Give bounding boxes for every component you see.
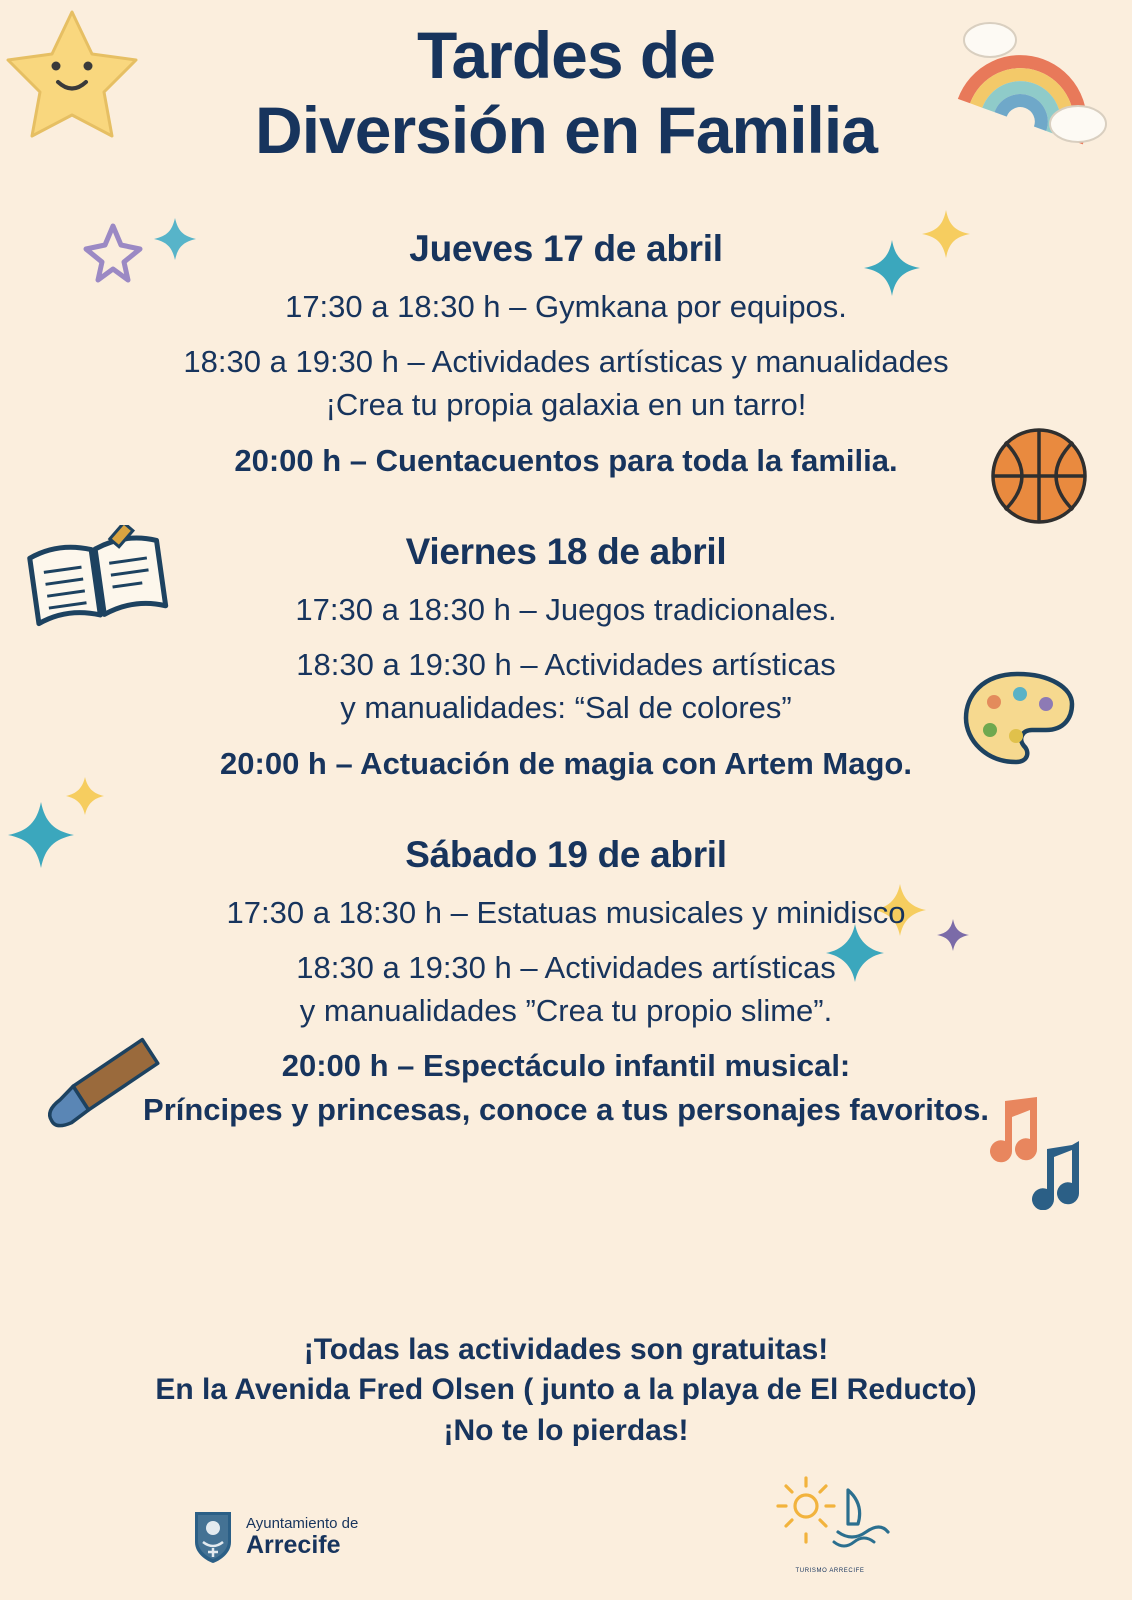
event-line: 17:30 a 18:30 h – Gymkana por equipos. [285,289,847,324]
event-line: 18:30 a 19:30 h – Actividades artísticas [296,949,836,985]
logo-row [0,1464,1132,1582]
logo-arrecife-line1: Ayuntamiento de [246,1515,359,1532]
footer-line-location: En la Avenida Fred Olsen ( junto a la playa de El Reducto) [155,1373,977,1407]
logo-arrecife [190,1508,358,1566]
footer-line-free: ¡Todas las actividades son gratuitas! [303,1332,829,1366]
event-line: y manualidades ”Crea tu propio slime”. [299,993,833,1029]
event-line: 20:00 h – Cuentacuentos para toda la familia. [234,442,898,478]
event-line: Príncipes y princesas, conoce a tus personajes favoritos. [143,1091,989,1127]
coat-of-arms-icon [190,1508,236,1566]
event-line: 18:30 a 19:30 h – Actividades artísticas [296,647,836,683]
schedule [0,228,1132,1144]
logo-turismo-caption: TURISMO ARRECIFE [795,1568,865,1574]
footer-note [0,1330,1132,1452]
title-line-2: Diversión en Familia [255,93,877,168]
day-heading: Jueves 17 de abril [409,228,723,269]
footer-line-dontmiss: ¡No te lo pierdas! [443,1414,689,1448]
event-line: 20:00 h – Espectáculo infantil musical: [281,1048,851,1084]
day-heading: Viernes 18 de abril [405,530,727,572]
day-heading: Sábado 19 de abril [405,833,727,875]
event-line: 17:30 a 18:30 h – Juegos tradicionales. [295,591,837,627]
day-block-thursday [0,228,1132,481]
page-title [0,18,1132,168]
sun-boat-icon [770,1474,890,1564]
sparkle-icon [6,800,76,870]
logo-turismo [770,1474,890,1574]
event-line: 18:30 a 19:30 h – Actividades artísticas y manualidades [183,344,949,380]
day-block-saturday [0,834,1132,1130]
event-line: ¡Crea tu propia galaxia en un tarro! [325,387,807,423]
event-line: 20:00 h – Actuación de magia con Artem Mago. [220,745,912,781]
title-line-1: Tardes de [417,18,715,92]
logo-arrecife-line2: Arrecife [246,1530,341,1559]
event-line: y manualidades: “Sal de colores” [340,690,792,726]
day-block-friday [0,531,1132,784]
event-line: 17:30 a 18:30 h – Estatuas musicales y minidisco [226,894,906,930]
